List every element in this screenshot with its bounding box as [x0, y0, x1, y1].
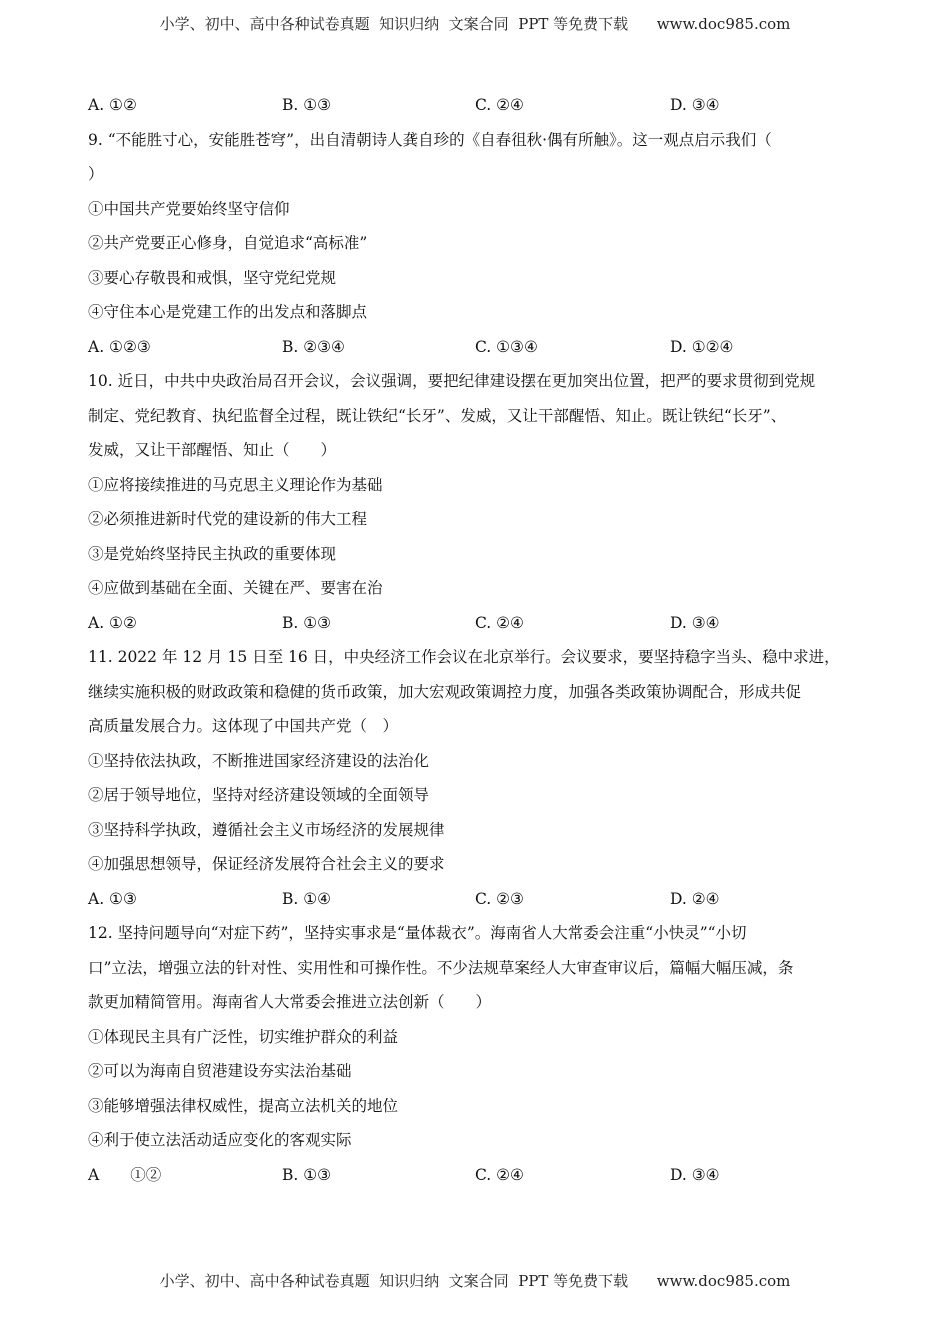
statement-item: ③是党始终坚持民主执政的重要体现: [88, 544, 337, 563]
option-c: C. ①③④: [475, 337, 538, 356]
statement-item: ①应将接续推进的马克思主义理论作为基础: [88, 475, 383, 494]
statement-item: ②可以为海南自贸港建设夯实法治基础: [88, 1062, 352, 1080]
exam-content: [88, 88, 878, 1192]
statement-item: ②共产党要正心修身，自觉追求“高标准”: [88, 234, 368, 252]
q8-options: [88, 88, 878, 123]
question-stem-line: 9. “不能胜寸心，安能胜苍穹”，出自清朝诗人龚自珍的《自春徂秋·偶有所触》。这一观点启示我们（: [88, 130, 772, 149]
statement-item: ②居于领导地位，坚持对经济建设领域的全面领导: [88, 786, 430, 804]
question-stem-line: 11. 2022 年 12 月 15 日至 16 日，中央经济工作会议在北京举行。会议要求，要坚持稳字当头、稳中求进，: [88, 648, 840, 666]
statement-item: ③要心存敬畏和戒惧，坚守党纪党规: [88, 268, 337, 287]
option-d: D. ③④: [670, 613, 720, 632]
option-a: A. ①②: [88, 613, 137, 632]
question-stem-line: 款更加精简管用。海南省人大常委会推进立法创新（ ）: [88, 993, 492, 1011]
question-11: [88, 640, 878, 916]
statement-item: ④应做到基础在全面、关键在严、要害在治: [88, 579, 383, 597]
statement-item: ③能够增强法律权威性，提高立法机关的地位: [88, 1096, 399, 1115]
option-d: D. ③④: [670, 96, 720, 114]
question-stem-line: ）: [88, 165, 104, 183]
question-stem-line: 高质量发展合力。这体现了中国共产党（ ）: [88, 717, 399, 735]
option-b: B. ①③: [282, 96, 332, 114]
option-a: A. ①③: [88, 889, 137, 908]
q12-options: [88, 1158, 878, 1193]
q9-options: [88, 330, 878, 365]
q10-options: [88, 606, 878, 641]
option-b: B. ①③: [282, 1165, 332, 1184]
page-header: 小学、初中、高中各种试卷真题 知识归纳 文案合同 PPT 等免费下载 www.doc985.com: [159, 15, 791, 33]
statement-item: ①中国共产党要始终坚守信仰: [88, 199, 290, 218]
question-stem-line: 口”立法，增强立法的针对性、实用性和可操作性。不少法规草案经人大审查审议后，篇幅大幅压减，条: [88, 958, 794, 977]
option-c: C. ②④: [475, 1165, 524, 1184]
statement-item: ③坚持科学执政，遵循社会主义市场经济的发展规律: [88, 820, 445, 839]
question-stem-line: 12. 坚持问题导向“对症下药”，坚持实事求是“量体裁衣”。海南省人大常委会注重“小快灵”“小切: [88, 924, 747, 942]
question-stem-line: 制定、党纪教育、执纪监督全过程，既让铁纪“长牙”、发威，又让干部醒悟、知止。既让铁纪“长牙”、: [88, 406, 787, 425]
page-footer: 小学、初中、高中各种试卷真题 知识归纳 文案合同 PPT 等免费下载 www.doc985.com: [159, 1272, 791, 1290]
option-d: D. ②④: [670, 889, 720, 908]
question-10: [88, 364, 878, 640]
statement-item: ①坚持依法执政，不断推进国家经济建设的法治化: [88, 751, 430, 770]
option-a: A ①②: [88, 1165, 162, 1184]
q11-options: [88, 882, 878, 917]
question-9: [88, 123, 878, 365]
option-b: B. ②③④: [282, 337, 345, 356]
statement-item: ④加强思想领导，保证经济发展符合社会主义的要求: [88, 855, 445, 873]
option-c: C. ②③: [475, 889, 524, 908]
option-c: C. ②④: [475, 613, 524, 632]
option-b: B. ①③: [282, 613, 332, 632]
statement-item: ④守住本心是党建工作的出发点和落脚点: [88, 303, 368, 321]
option-d: D. ①②④: [670, 337, 734, 356]
question-stem-line: 继续实施积极的财政政策和稳健的货币政策，加大宏观政策调控力度，加强各类政策协调配合，形成共促: [88, 682, 802, 701]
statement-item: ①体现民主具有广泛性，切实维护群众的利益: [88, 1027, 399, 1046]
option-a: A. ①②③: [88, 337, 151, 356]
statement-item: ④利于使立法活动适应变化的客观实际: [88, 1131, 352, 1149]
option-a: A. ①②: [88, 96, 137, 114]
statement-item: ②必须推进新时代党的建设新的伟大工程: [88, 510, 368, 528]
question-12: [88, 916, 878, 1192]
option-d: D. ③④: [670, 1165, 720, 1184]
question-stem-line: 发威，又让干部醒悟、知止（ ）: [88, 441, 337, 459]
option-b: B. ①④: [282, 889, 332, 908]
question-stem-line: 10. 近日，中共中央政治局召开会议，会议强调，要把纪律建设摆在更加突出位置，把严的要求贯彻到党规: [88, 372, 816, 390]
option-c: C. ②④: [475, 96, 524, 114]
